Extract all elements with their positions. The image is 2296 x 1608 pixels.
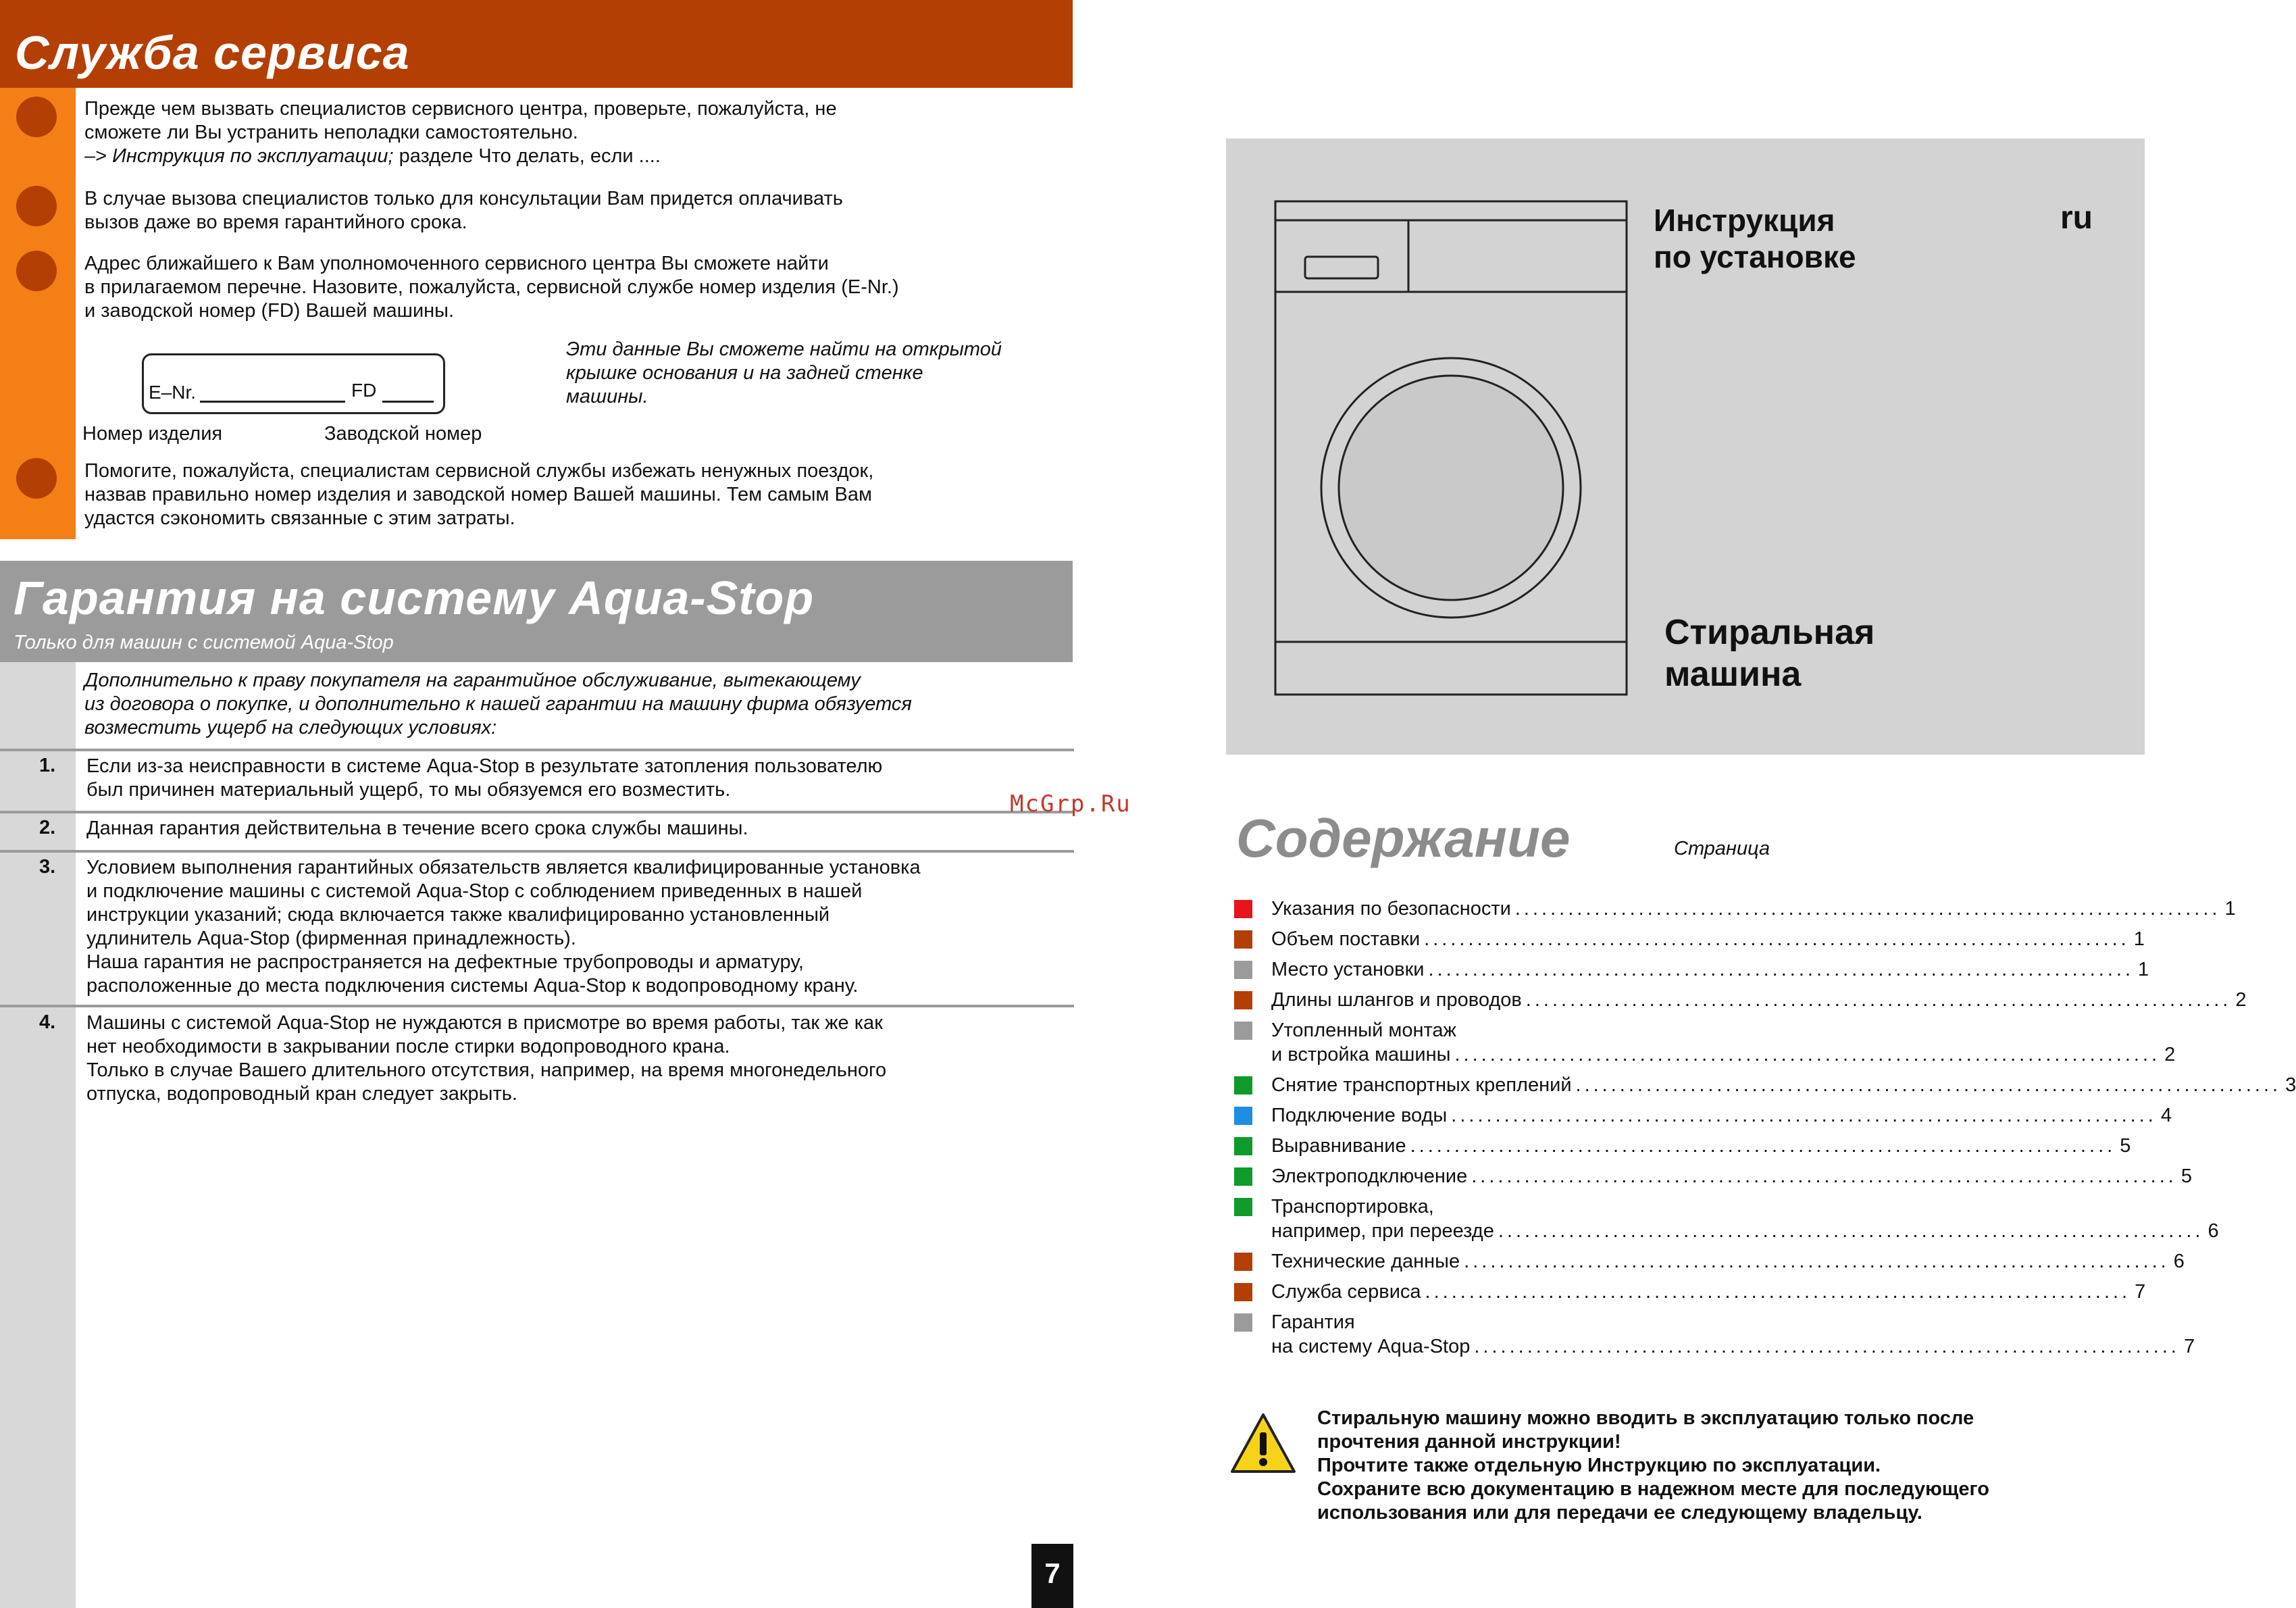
- service-paragraph-4: Помогите, пожалуйста, специалистам сервисной службы избежать ненужных поездок, назвав правильно номер изделия и заводской номер Вашей машины. Тем самым Вам удастся сэкономить связанные с этим затраты.: [84, 460, 874, 529]
- aqua-stop-subtitle: Только для машин с системой Aqua-Stop: [14, 632, 394, 653]
- toc-color-marker: [1234, 991, 1252, 1009]
- section-divider: [0, 1005, 1074, 1007]
- section-divider: [0, 749, 1074, 751]
- toc-entry[interactable]: [1271, 1103, 2172, 1128]
- toc-entry-label: Снятие транспортных креплений: [1271, 1074, 1572, 1096]
- toc-page-number: 2: [2164, 1044, 2176, 1065]
- product-name-line-1: Стиральная: [1664, 613, 1875, 652]
- toc-page-number: 5: [2120, 1135, 2131, 1157]
- toc-entry-label: Указания по безопасности: [1271, 898, 1511, 920]
- toc-entry-label: Место установки: [1271, 959, 1425, 980]
- page-number: 7: [1044, 1557, 1061, 1589]
- toc-page-number: 3: [2285, 1074, 2296, 1096]
- toc-entry-label: например, при переезде: [1271, 1220, 1494, 1242]
- toc-dot-leader: ................................................................................: [1451, 1105, 2157, 1126]
- bullet-marker: [16, 251, 57, 291]
- language-code: ru: [2060, 200, 2093, 236]
- toc-entry[interactable]: [1271, 1018, 2176, 1067]
- item-number: 2.: [39, 817, 56, 838]
- toc-entry-label: Электроподключение: [1271, 1165, 1468, 1187]
- toc-entry[interactable]: [1271, 1134, 2131, 1158]
- toc-entry-label: Подключение воды: [1271, 1105, 1448, 1126]
- toc-page-label: Страница: [1674, 838, 1770, 859]
- fd-label: FD: [351, 380, 377, 401]
- aqua-stop-side-strip: [0, 662, 76, 1608]
- bullet-marker: [16, 97, 57, 137]
- toc-dot-leader: ................................................................................: [1464, 1251, 2170, 1272]
- enr-field-line: [200, 401, 345, 403]
- toc-dot-leader: ................................................................................: [1425, 1281, 2131, 1303]
- toc-page-number: 7: [2135, 1281, 2146, 1303]
- toc-entry[interactable]: [1271, 957, 2149, 982]
- detergent-drawer: [1305, 257, 1378, 278]
- toc-dot-leader: ................................................................................: [1471, 1165, 2177, 1187]
- bullet-marker: [16, 458, 57, 499]
- toc-entry[interactable]: [1271, 1280, 2146, 1304]
- warning-triangle-icon: [1229, 1412, 1297, 1474]
- toc-color-marker: [1234, 900, 1252, 918]
- toc-dot-leader: ................................................................................: [1474, 1336, 2180, 1357]
- item-number: 4.: [39, 1011, 56, 1033]
- toc-page-number: 6: [2208, 1220, 2219, 1242]
- toc-page-number: 1: [2138, 959, 2149, 980]
- cover-heading-line-2: по установке: [1654, 239, 1856, 274]
- toc-color-marker: [1234, 1313, 1252, 1332]
- product-name-line-2: машина: [1664, 655, 1802, 694]
- toc-entry[interactable]: [1271, 1073, 2296, 1097]
- toc-entry-label: Служба сервиса: [1271, 1281, 1421, 1303]
- toc-entry-label: Объем поставки: [1271, 928, 1421, 950]
- toc-color-marker: [1234, 1137, 1252, 1155]
- toc-entry-label: Утопленный монтаж: [1271, 1020, 1456, 1041]
- toc-page-number: 1: [2133, 928, 2145, 950]
- toc-page-number: 6: [2173, 1251, 2185, 1272]
- enr-label: E–Nr.: [149, 382, 197, 403]
- toc-entry[interactable]: [1271, 988, 2247, 1012]
- washing-machine-illustration: [1270, 200, 1632, 697]
- toc-page-number: 1: [2224, 898, 2236, 920]
- toc-dot-leader: ................................................................................: [1410, 1135, 2116, 1157]
- section-divider: [0, 811, 1074, 813]
- toc-dot-leader: ................................................................................: [1424, 928, 2130, 950]
- warranty-item-1: Если из-за неисправности в системе Aqua-Stop в результате затопления пользователю был причинен материальный ущерб, то мы обязуемся его возместить.: [86, 755, 883, 801]
- toc-entry-label: Выравнивание: [1271, 1135, 1406, 1157]
- aqua-stop-title: Гарантия на систему Aqua-Stop: [14, 572, 815, 624]
- toc-entry[interactable]: [1271, 1249, 2185, 1274]
- toc-page-number: 2: [2235, 989, 2247, 1011]
- toc-page-number: 7: [2183, 1336, 2195, 1357]
- toc-color-marker: [1234, 1167, 1252, 1186]
- warranty-item-3: Условием выполнения гарантийных обязательств является квалифицированные установка и подключение машины с системой Aqua-Stop с соблюдением приведенных в нашей инструкции указаний; сюда включается также квалифицированно установленный удлинитель Aqua-Stop (фирменная принадлежность). Наша гарантия не распространяется на дефектные трубопроводы и арматуру, расположенные до места подключения системы Aqua-Stop к водопроводному крану.: [86, 857, 921, 997]
- toc-entry[interactable]: [1271, 927, 2145, 951]
- toc-dot-leader: ................................................................................: [1575, 1074, 2282, 1096]
- toc-color-marker: [1234, 1283, 1252, 1301]
- nameplate-location-note: Эти данные Вы сможете найти на открытой крышке основания и на задней стенке машины.: [566, 338, 1002, 407]
- product-number-caption: Номер изделия: [82, 423, 223, 445]
- cover-heading-line-1: Инструкция: [1654, 203, 1835, 238]
- item-number: 1.: [39, 755, 56, 776]
- toc-title: Содержание: [1236, 808, 1571, 868]
- item-number: 3.: [39, 856, 56, 878]
- service-title: Служба сервиса: [15, 26, 410, 79]
- toc-entry[interactable]: [1271, 1195, 2219, 1243]
- toc-color-marker: [1234, 1107, 1252, 1125]
- toc-entry-label: на систему Aqua-Stop: [1271, 1336, 1471, 1357]
- toc-entry-label: Транспортировка,: [1271, 1196, 1434, 1217]
- section-divider: [0, 850, 1074, 853]
- watermark-text: McGrp.Ru: [1010, 790, 1131, 818]
- toc-page-number: 4: [2160, 1105, 2172, 1126]
- toc-entry[interactable]: [1271, 897, 2236, 921]
- toc-color-marker: [1234, 1076, 1252, 1095]
- door-glass: [1339, 376, 1563, 600]
- warning-notice: Стиральную машину можно вводить в эксплуатацию только после прочтения данной инструкции! Прочтите также отдельную Инструкцию по эксплуатации. Сохраните всю документацию в надежном месте для последующего использования или для передачи ее следующему владельцу.: [1317, 1407, 1989, 1524]
- service-paragraph-1: Прежде чем вызвать специалистов сервисного центра, проверьте, пожалуйста, не сможете ли Вы устранить неполадки самостоятельно. –> Инструкция по эксплуатации; разделе Что делать, если ....: [84, 98, 837, 167]
- factory-number-caption: Заводской номер: [324, 423, 482, 445]
- toc-color-marker: [1234, 930, 1252, 949]
- toc-color-marker: [1234, 1022, 1252, 1040]
- toc-dot-leader: ................................................................................: [1498, 1220, 2204, 1242]
- toc-dot-leader: ................................................................................: [1428, 959, 2135, 980]
- warranty-item-4: Машины с системой Aqua-Stop не нуждаются в присмотре во время работы, так же как нет необходимости в закрывании после стирки водопроводного крана. Только в случае Вашего длительного отсутствия, например, на время многонедельного отпуска, водопроводный кран следует закрыть.: [86, 1012, 887, 1105]
- toc-entry[interactable]: [1271, 1164, 2192, 1188]
- bullet-marker: [16, 186, 57, 226]
- toc-dot-leader: ................................................................................: [1514, 898, 2221, 920]
- toc-color-marker: [1234, 961, 1252, 979]
- toc-color-marker: [1234, 1198, 1252, 1216]
- toc-entry-label: и встройка машины: [1271, 1044, 1451, 1065]
- toc-entry[interactable]: [1271, 1310, 2195, 1359]
- service-paragraph-3: Адрес ближайшего к Вам уполномоченного сервисного центра Вы сможете найти в прилагаемом перечне. Назовите, пожалуйста, сервисной службе номер изделия (E-Nr.) и заводской номер (FD) Вашей машины.: [84, 253, 899, 322]
- warranty-item-2: Данная гарантия действительна в течение всего срока службы машины.: [86, 818, 748, 839]
- aqua-stop-intro: Дополнительно к праву покупателя на гарантийное обслуживание, вытекающему из договора о покупке, и дополнительно к нашей гарантии на машину фирма обязуется возместить ущерб на следующих условиях:: [84, 670, 912, 738]
- toc-dot-leader: ................................................................................: [1525, 989, 2232, 1011]
- fd-field-line: [382, 401, 434, 403]
- toc-entry-label: Длины шлангов и проводов: [1271, 989, 1522, 1011]
- toc-page-number: 5: [2180, 1165, 2192, 1187]
- toc-color-marker: [1234, 1253, 1252, 1271]
- toc-dot-leader: ................................................................................: [1454, 1044, 2161, 1065]
- toc-entry-label: Гарантия: [1271, 1311, 1355, 1333]
- service-paragraph-2: В случае вызова специалистов только для консультации Вам придется оплачивать вызов даже во время гарантийного срока.: [84, 188, 843, 233]
- toc-entry-label: Технические данные: [1271, 1251, 1460, 1272]
